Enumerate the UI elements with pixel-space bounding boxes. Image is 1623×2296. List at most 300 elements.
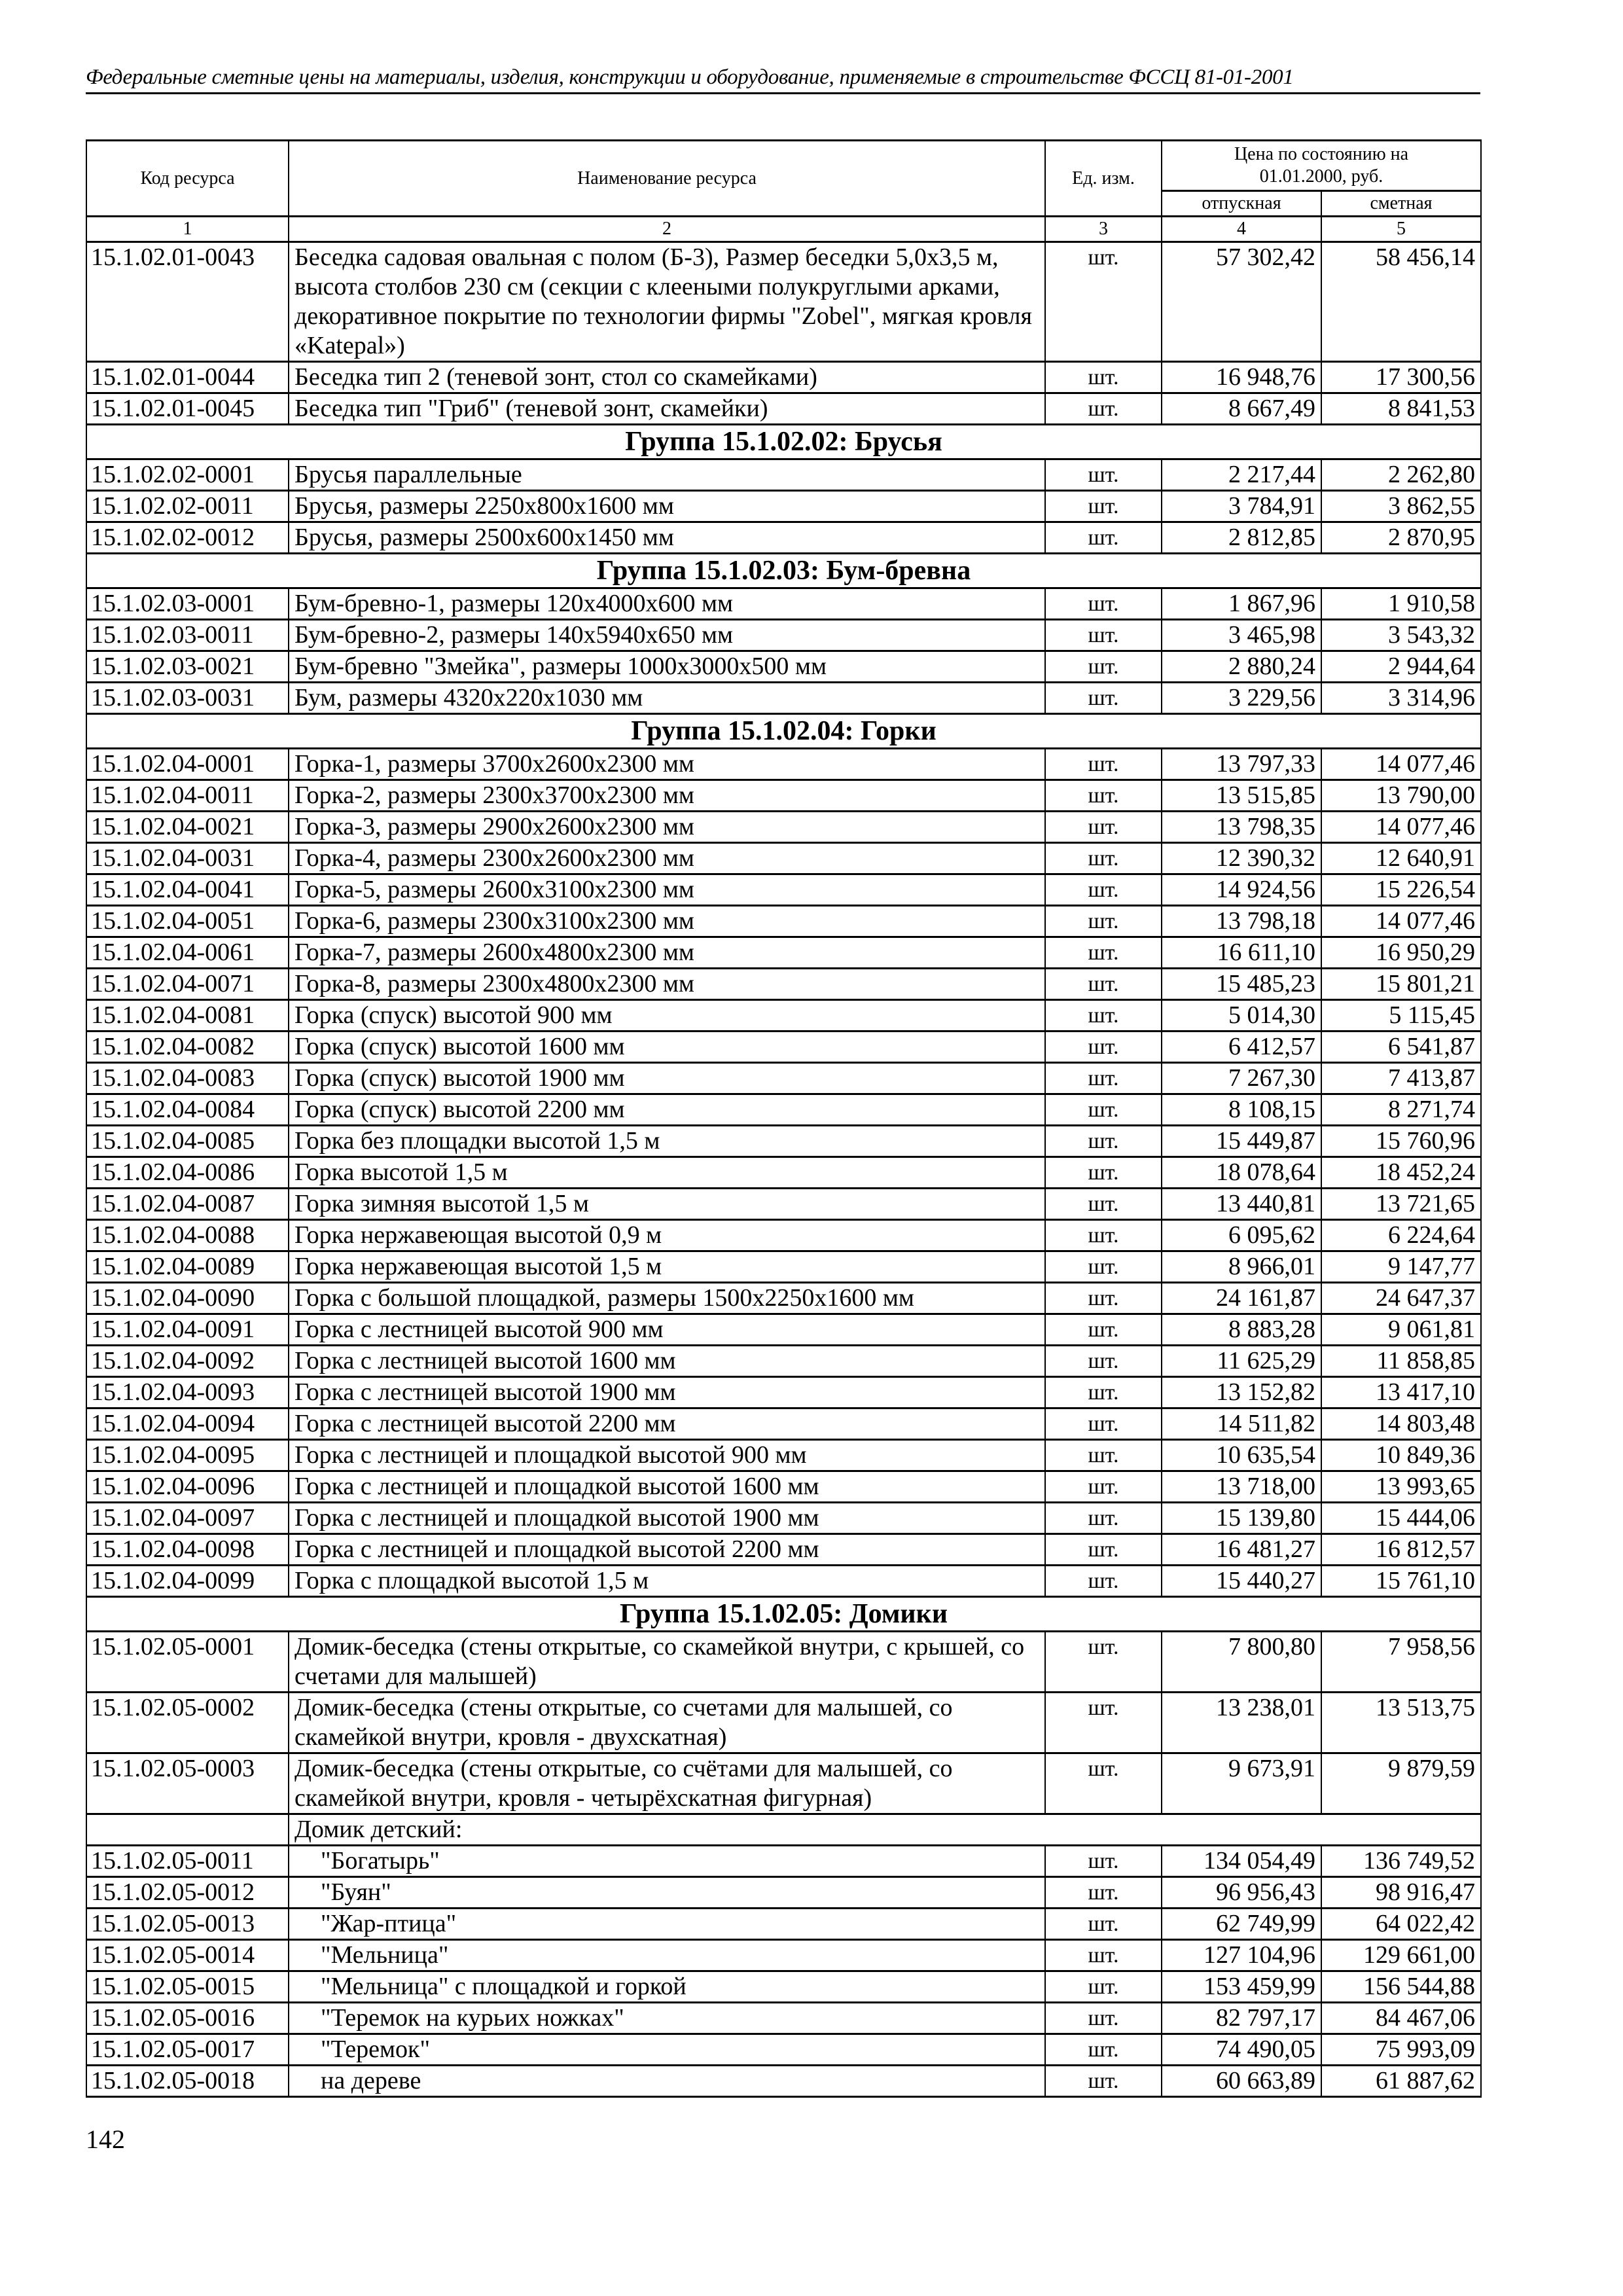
estimate-price: 10 849,36 (1321, 1440, 1481, 1471)
unit: шт. (1045, 362, 1162, 393)
table-row (86, 843, 1481, 874)
header-unit: Ед. изм. (1045, 141, 1162, 217)
release-price: 6 412,57 (1162, 1031, 1321, 1063)
release-price: 8 966,01 (1162, 1251, 1321, 1283)
release-price: 11 625,29 (1162, 1346, 1321, 1377)
estimate-price: 84 467,06 (1321, 2003, 1481, 2034)
estimate-price: 15 801,21 (1321, 969, 1481, 1000)
resource-code: 15.1.02.04-0094 (86, 1408, 289, 1440)
unit: шт. (1045, 1693, 1162, 1753)
unit: шт. (1045, 1846, 1162, 1877)
price-table (86, 139, 1482, 2098)
resource-code: 15.1.02.04-0091 (86, 1314, 289, 1346)
unit: шт. (1045, 1220, 1162, 1251)
unit: шт. (1045, 620, 1162, 651)
col-number: 2 (289, 217, 1045, 242)
release-price: 13 440,81 (1162, 1189, 1321, 1220)
unit: шт. (1045, 242, 1162, 362)
resource-name: Горка с лестницей и площадкой высотой 1600 мм (289, 1471, 1045, 1503)
release-price: 15 440,27 (1162, 1566, 1321, 1597)
table-row (86, 491, 1481, 522)
resource-code: 15.1.02.04-0011 (86, 780, 289, 812)
unit: шт. (1045, 1157, 1162, 1189)
resource-name: "Теремок на курьих ножках" (289, 2003, 1045, 2034)
resource-name: "Жар-птица" (289, 1909, 1045, 1940)
estimate-price: 3 862,55 (1321, 491, 1481, 522)
resource-name: Горка-8, размеры 2300х4800х2300 мм (289, 969, 1045, 1000)
resource-name: Горка с лестницей высотой 1900 мм (289, 1377, 1045, 1408)
resource-code: 15.1.02.05-0013 (86, 1909, 289, 1940)
release-price: 3 465,98 (1162, 620, 1321, 651)
unit: шт. (1045, 1940, 1162, 1971)
release-price: 127 104,96 (1162, 1940, 1321, 1971)
unit: шт. (1045, 1566, 1162, 1597)
unit: шт. (1045, 812, 1162, 843)
resource-code: 15.1.02.02-0011 (86, 491, 289, 522)
group-header-row (86, 714, 1481, 749)
resource-code: 15.1.02.05-0018 (86, 2066, 289, 2097)
table-row (86, 588, 1481, 620)
page-number: 142 (86, 2125, 125, 2154)
resource-name: Горка нержавеющая высотой 0,9 м (289, 1220, 1045, 1251)
unit: шт. (1045, 522, 1162, 554)
resource-name: Домик-беседка (стены открытые, со счётами для малышей, со скамейкой внутри, кровля - четырёхскатная фигурная) (289, 1753, 1045, 1814)
table-row (86, 1632, 1481, 1693)
estimate-price: 12 640,91 (1321, 843, 1481, 874)
release-price: 15 449,87 (1162, 1126, 1321, 1157)
estimate-price: 15 761,10 (1321, 1566, 1481, 1597)
resource-name: Горка-2, размеры 2300х3700х2300 мм (289, 780, 1045, 812)
resource-name: Брусья, размеры 2250х800х1600 мм (289, 491, 1045, 522)
estimate-price: 5 115,45 (1321, 1000, 1481, 1031)
resource-name: Бум-бревно-1, размеры 120х4000х600 мм (289, 588, 1045, 620)
resource-code: 15.1.02.04-0093 (86, 1377, 289, 1408)
resource-code: 15.1.02.04-0071 (86, 969, 289, 1000)
estimate-price: 58 456,14 (1321, 242, 1481, 362)
estimate-price: 8 841,53 (1321, 393, 1481, 425)
estimate-price: 14 077,46 (1321, 749, 1481, 780)
unit: шт. (1045, 2003, 1162, 2034)
col-number: 1 (86, 217, 289, 242)
resource-code: 15.1.02.05-0016 (86, 2003, 289, 2034)
release-price: 15 139,80 (1162, 1503, 1321, 1534)
resource-code: 15.1.02.04-0090 (86, 1283, 289, 1314)
table-row (86, 651, 1481, 683)
resource-name: Горка с лестницей высотой 900 мм (289, 1314, 1045, 1346)
resource-name: Горка с лестницей высотой 1600 мм (289, 1346, 1045, 1377)
resource-name: Беседка садовая овальная с полом (Б-3), Размер беседки 5,0х3,5 м, высота столбов 230 см (секции с клееными полукруглыми арками, декоративное покрытие по технологии фирмы "Zobel", мягкая кровля «Katepal») (289, 242, 1045, 362)
table-row (86, 1314, 1481, 1346)
resource-name: Горка нержавеющая высотой 1,5 м (289, 1251, 1045, 1283)
estimate-price: 13 417,10 (1321, 1377, 1481, 1408)
table-row (86, 683, 1481, 714)
table-row (86, 1877, 1481, 1909)
group-title: Группа 15.1.02.05: Домики (86, 1597, 1481, 1632)
table-row (86, 1940, 1481, 1971)
release-price: 13 515,85 (1162, 780, 1321, 812)
unit: шт. (1045, 683, 1162, 714)
estimate-price: 136 749,52 (1321, 1846, 1481, 1877)
release-price: 13 798,18 (1162, 906, 1321, 937)
resource-name: "Мельница" (289, 1940, 1045, 1971)
estimate-price: 7 958,56 (1321, 1632, 1481, 1693)
unit: шт. (1045, 588, 1162, 620)
unit: шт. (1045, 1031, 1162, 1063)
release-price: 16 481,27 (1162, 1534, 1321, 1566)
resource-name: Бум, размеры 4320х220х1030 мм (289, 683, 1045, 714)
release-price: 2 880,24 (1162, 651, 1321, 683)
table-row (86, 812, 1481, 843)
resource-code: 15.1.02.04-0089 (86, 1251, 289, 1283)
estimate-price: 2 944,64 (1321, 651, 1481, 683)
release-price: 153 459,99 (1162, 1971, 1321, 2003)
header-price: Цена по состоянию на 01.01.2000, руб. (1162, 141, 1481, 191)
release-price: 16 948,76 (1162, 362, 1321, 393)
resource-code: 15.1.02.04-0041 (86, 874, 289, 906)
resource-code: 15.1.02.01-0045 (86, 393, 289, 425)
col-number: 3 (1045, 217, 1162, 242)
resource-name: "Теремок" (289, 2034, 1045, 2066)
release-price: 7 267,30 (1162, 1063, 1321, 1094)
unit: шт. (1045, 1251, 1162, 1283)
resource-code: 15.1.02.03-0031 (86, 683, 289, 714)
unit: шт. (1045, 874, 1162, 906)
estimate-price: 15 760,96 (1321, 1126, 1481, 1157)
resource-code: 15.1.02.05-0012 (86, 1877, 289, 1909)
resource-name: Горка с лестницей и площадкой высотой 1900 мм (289, 1503, 1045, 1534)
unit: шт. (1045, 491, 1162, 522)
resource-name: Горка с площадкой высотой 1,5 м (289, 1566, 1045, 1597)
resource-name: Горка-4, размеры 2300х2600х2300 мм (289, 843, 1045, 874)
unit: шт. (1045, 1440, 1162, 1471)
table-row (86, 1753, 1481, 1814)
release-price: 2 217,44 (1162, 459, 1321, 491)
unit: шт. (1045, 1314, 1162, 1346)
resource-code: 15.1.02.04-0021 (86, 812, 289, 843)
unit: шт. (1045, 780, 1162, 812)
unit: шт. (1045, 1971, 1162, 2003)
resource-name: "Богатырь" (289, 1846, 1045, 1877)
release-price: 60 663,89 (1162, 2066, 1321, 2097)
resource-code: 15.1.02.04-0081 (86, 1000, 289, 1031)
table-row (86, 1971, 1481, 2003)
unit: шт. (1045, 1877, 1162, 1909)
table-row (86, 362, 1481, 393)
table-row (86, 522, 1481, 554)
table-row (86, 1063, 1481, 1094)
subheading-label: Домик детский: (289, 1814, 1481, 1846)
resource-name: на дереве (289, 2066, 1045, 2097)
unit: шт. (1045, 1503, 1162, 1534)
table-row (86, 1693, 1481, 1753)
group-title: Группа 15.1.02.02: Брусья (86, 425, 1481, 459)
table-row (86, 749, 1481, 780)
resource-code: 15.1.02.04-0087 (86, 1189, 289, 1220)
resource-code: 15.1.02.05-0014 (86, 1940, 289, 1971)
release-price: 57 302,42 (1162, 242, 1321, 362)
unit: шт. (1045, 651, 1162, 683)
resource-code: 15.1.02.04-0084 (86, 1094, 289, 1126)
release-price: 74 490,05 (1162, 2034, 1321, 2066)
unit: шт. (1045, 1063, 1162, 1094)
release-price: 3 784,91 (1162, 491, 1321, 522)
estimate-price: 1 910,58 (1321, 588, 1481, 620)
resource-code: 15.1.02.04-0088 (86, 1220, 289, 1251)
release-price: 9 673,91 (1162, 1753, 1321, 1814)
estimate-price: 14 803,48 (1321, 1408, 1481, 1440)
unit: шт. (1045, 843, 1162, 874)
estimate-price: 13 790,00 (1321, 780, 1481, 812)
table-row (86, 1251, 1481, 1283)
resource-code: 15.1.02.01-0043 (86, 242, 289, 362)
unit: шт. (1045, 459, 1162, 491)
estimate-price: 14 077,46 (1321, 812, 1481, 843)
resource-code: 15.1.02.05-0011 (86, 1846, 289, 1877)
table-row (86, 1503, 1481, 1534)
unit: шт. (1045, 1094, 1162, 1126)
release-price: 15 485,23 (1162, 969, 1321, 1000)
table-row (86, 1157, 1481, 1189)
table-row (86, 780, 1481, 812)
unit: шт. (1045, 1126, 1162, 1157)
resource-code: 15.1.02.05-0002 (86, 1693, 289, 1753)
resource-name: Горка с большой площадкой, размеры 1500х2250х1600 мм (289, 1283, 1045, 1314)
col-number: 4 (1162, 217, 1321, 242)
table-row (86, 1220, 1481, 1251)
group-title: Группа 15.1.02.04: Горки (86, 714, 1481, 749)
unit: шт. (1045, 1283, 1162, 1314)
resource-name: Беседка тип "Гриб" (теневой зонт, скамейки) (289, 393, 1045, 425)
release-price: 3 229,56 (1162, 683, 1321, 714)
resource-name: Горка-7, размеры 2600х4800х2300 мм (289, 937, 1045, 969)
resource-name: Бум-бревно "Змейка", размеры 1000х3000х500 мм (289, 651, 1045, 683)
estimate-price: 11 858,85 (1321, 1346, 1481, 1377)
resource-name: Горка с лестницей и площадкой высотой 2200 мм (289, 1534, 1045, 1566)
release-price: 5 014,30 (1162, 1000, 1321, 1031)
unit: шт. (1045, 2066, 1162, 2097)
estimate-price: 2 870,95 (1321, 522, 1481, 554)
estimate-price: 2 262,80 (1321, 459, 1481, 491)
header-estimate-price: сметная (1321, 191, 1481, 217)
release-price: 14 511,82 (1162, 1408, 1321, 1440)
estimate-price: 15 444,06 (1321, 1503, 1481, 1534)
group-header-row (86, 554, 1481, 588)
release-price: 134 054,49 (1162, 1846, 1321, 1877)
estimate-price: 129 661,00 (1321, 1940, 1481, 1971)
estimate-price: 9 879,59 (1321, 1753, 1481, 1814)
resource-code: 15.1.02.04-0092 (86, 1346, 289, 1377)
estimate-price: 18 452,24 (1321, 1157, 1481, 1189)
resource-name: Брусья параллельные (289, 459, 1045, 491)
table-row (86, 1346, 1481, 1377)
estimate-price: 6 541,87 (1321, 1031, 1481, 1063)
resource-code: 15.1.02.05-0003 (86, 1753, 289, 1814)
release-price: 96 956,43 (1162, 1877, 1321, 1909)
resource-code: 15.1.02.05-0015 (86, 1971, 289, 2003)
unit: шт. (1045, 1189, 1162, 1220)
table-row (86, 874, 1481, 906)
resource-code: 15.1.02.04-0083 (86, 1063, 289, 1094)
estimate-price: 24 647,37 (1321, 1283, 1481, 1314)
release-price: 13 718,00 (1162, 1471, 1321, 1503)
release-price: 6 095,62 (1162, 1220, 1321, 1251)
resource-name: Горка зимняя высотой 1,5 м (289, 1189, 1045, 1220)
header-release-price: отпускная (1162, 191, 1321, 217)
estimate-price: 13 993,65 (1321, 1471, 1481, 1503)
release-price: 14 924,56 (1162, 874, 1321, 906)
resource-name: Горка-3, размеры 2900х2600х2300 мм (289, 812, 1045, 843)
estimate-price: 3 543,32 (1321, 620, 1481, 651)
estimate-price: 64 022,42 (1321, 1909, 1481, 1940)
estimate-price: 15 226,54 (1321, 874, 1481, 906)
resource-name: Беседка тип 2 (теневой зонт, стол со скамейками) (289, 362, 1045, 393)
table-row (86, 620, 1481, 651)
resource-name: Брусья, размеры 2500х600х1450 мм (289, 522, 1045, 554)
resource-code: 15.1.02.03-0011 (86, 620, 289, 651)
unit: шт. (1045, 2034, 1162, 2066)
resource-code: 15.1.02.04-0095 (86, 1440, 289, 1471)
unit: шт. (1045, 1408, 1162, 1440)
release-price: 2 812,85 (1162, 522, 1321, 554)
empty-cell (86, 1814, 289, 1846)
estimate-price: 98 916,47 (1321, 1877, 1481, 1909)
table-row (86, 1126, 1481, 1157)
unit: шт. (1045, 1346, 1162, 1377)
table-row (86, 2003, 1481, 2034)
unit: шт. (1045, 1000, 1162, 1031)
release-price: 16 611,10 (1162, 937, 1321, 969)
table-row (86, 1094, 1481, 1126)
unit: шт. (1045, 1471, 1162, 1503)
release-price: 13 797,33 (1162, 749, 1321, 780)
unit: шт. (1045, 749, 1162, 780)
resource-code: 15.1.02.04-0001 (86, 749, 289, 780)
table-row (86, 1471, 1481, 1503)
table-row (86, 1909, 1481, 1940)
estimate-price: 17 300,56 (1321, 362, 1481, 393)
table-row (86, 1000, 1481, 1031)
resource-name: Горка-6, размеры 2300х3100х2300 мм (289, 906, 1045, 937)
table-row (86, 906, 1481, 937)
estimate-price: 6 224,64 (1321, 1220, 1481, 1251)
resource-name: "Буян" (289, 1877, 1045, 1909)
release-price: 82 797,17 (1162, 2003, 1321, 2034)
unit: шт. (1045, 1377, 1162, 1408)
release-price: 8 108,15 (1162, 1094, 1321, 1126)
release-price: 8 883,28 (1162, 1314, 1321, 1346)
estimate-price: 16 950,29 (1321, 937, 1481, 969)
resource-code: 15.1.02.04-0051 (86, 906, 289, 937)
resource-code: 15.1.02.03-0021 (86, 651, 289, 683)
resource-name: Горка-1, размеры 3700х2600х2300 мм (289, 749, 1045, 780)
estimate-price: 8 271,74 (1321, 1094, 1481, 1126)
table-row (86, 969, 1481, 1000)
table-row (86, 1408, 1481, 1440)
col-number: 5 (1321, 217, 1481, 242)
table-row (86, 1283, 1481, 1314)
table-row (86, 242, 1481, 362)
resource-name: Горка с лестницей высотой 2200 мм (289, 1408, 1045, 1440)
resource-name: Горка (спуск) высотой 2200 мм (289, 1094, 1045, 1126)
resource-code: 15.1.02.04-0031 (86, 843, 289, 874)
resource-name: Горка (спуск) высотой 900 мм (289, 1000, 1045, 1031)
resource-name: Домик-беседка (стены открытые, со счетами для малышей, со скамейкой внутри, кровля - двухскатная) (289, 1693, 1045, 1753)
release-price: 8 667,49 (1162, 393, 1321, 425)
estimate-price: 13 513,75 (1321, 1693, 1481, 1753)
table-row (86, 1566, 1481, 1597)
release-price: 12 390,32 (1162, 843, 1321, 874)
table-row (86, 2066, 1481, 2097)
release-price: 10 635,54 (1162, 1440, 1321, 1471)
group-header-row (86, 1597, 1481, 1632)
estimate-price: 9 061,81 (1321, 1314, 1481, 1346)
resource-code: 15.1.02.02-0001 (86, 459, 289, 491)
resource-code: 15.1.02.05-0001 (86, 1632, 289, 1693)
resource-code: 15.1.02.04-0086 (86, 1157, 289, 1189)
resource-name: Горка высотой 1,5 м (289, 1157, 1045, 1189)
header-name: Наименование ресурса (289, 141, 1045, 217)
table-row (86, 1846, 1481, 1877)
unit: шт. (1045, 906, 1162, 937)
subheading-row (86, 1814, 1481, 1846)
release-price: 13 152,82 (1162, 1377, 1321, 1408)
unit: шт. (1045, 937, 1162, 969)
estimate-price: 3 314,96 (1321, 683, 1481, 714)
resource-name: Горка (спуск) высотой 1600 мм (289, 1031, 1045, 1063)
running-header: Федеральные сметные цены на материалы, изделия, конструкции и оборудование, применяемые в строительстве ФССЦ 81-01-2001 (86, 65, 1480, 94)
estimate-price: 75 993,09 (1321, 2034, 1481, 2066)
resource-code: 15.1.02.04-0085 (86, 1126, 289, 1157)
group-title: Группа 15.1.02.03: Бум-бревна (86, 554, 1481, 588)
resource-code: 15.1.02.02-0012 (86, 522, 289, 554)
unit: шт. (1045, 1534, 1162, 1566)
resource-name: Бум-бревно-2, размеры 140х5940х650 мм (289, 620, 1045, 651)
table-row (86, 1534, 1481, 1566)
table-row (86, 1440, 1481, 1471)
header-code: Код ресурса (86, 141, 289, 217)
resource-code: 15.1.02.03-0001 (86, 588, 289, 620)
release-price: 7 800,80 (1162, 1632, 1321, 1693)
table-row (86, 393, 1481, 425)
release-price: 18 078,64 (1162, 1157, 1321, 1189)
table-row (86, 1377, 1481, 1408)
unit: шт. (1045, 1632, 1162, 1693)
table-row (86, 2034, 1481, 2066)
unit: шт. (1045, 1753, 1162, 1814)
release-price: 24 161,87 (1162, 1283, 1321, 1314)
resource-name: Домик-беседка (стены открытые, со скамейкой внутри, с крышей, со счетами для малышей) (289, 1632, 1045, 1693)
resource-code: 15.1.02.04-0061 (86, 937, 289, 969)
resource-code: 15.1.02.01-0044 (86, 362, 289, 393)
estimate-price: 13 721,65 (1321, 1189, 1481, 1220)
group-header-row (86, 425, 1481, 459)
resource-name: Горка с лестницей и площадкой высотой 900 мм (289, 1440, 1045, 1471)
estimate-price: 156 544,88 (1321, 1971, 1481, 2003)
release-price: 1 867,96 (1162, 588, 1321, 620)
estimate-price: 61 887,62 (1321, 2066, 1481, 2097)
release-price: 13 798,35 (1162, 812, 1321, 843)
estimate-price: 16 812,57 (1321, 1534, 1481, 1566)
resource-code: 15.1.02.04-0099 (86, 1566, 289, 1597)
table-row (86, 1189, 1481, 1220)
table-body (86, 242, 1481, 2097)
resource-code: 15.1.02.05-0017 (86, 2034, 289, 2066)
table-row (86, 1031, 1481, 1063)
table-row (86, 459, 1481, 491)
unit: шт. (1045, 1909, 1162, 1940)
resource-code: 15.1.02.04-0097 (86, 1503, 289, 1534)
estimate-price: 14 077,46 (1321, 906, 1481, 937)
